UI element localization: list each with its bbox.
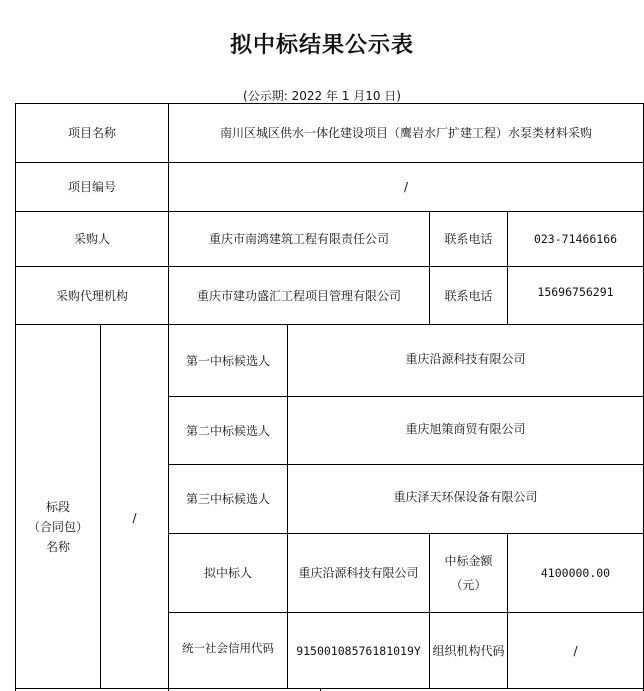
- section-label-line1: 标段: [45, 499, 70, 514]
- section-label-line3: 名称: [45, 539, 70, 554]
- amount-label-line1: 中标金额: [444, 554, 493, 568]
- winner-value: 重庆沿源科技有限公司: [298, 566, 419, 580]
- publicity-period: (公示期: 2022 年 1 月10 日): [243, 89, 401, 103]
- section-label: [16, 325, 100, 688]
- section-value-text: /: [132, 510, 137, 525]
- amount-value: 4100000.00: [540, 566, 611, 580]
- amount-label: [430, 534, 507, 612]
- project-name-label: 项目名称: [67, 126, 116, 140]
- credit-code-label: 统一社会信用代码: [182, 641, 274, 655]
- purchaser-phone-value: 023-71466166: [533, 232, 618, 246]
- candidate2-label: 第二中标候选人: [185, 423, 270, 438]
- project-number-value: /: [403, 180, 409, 194]
- agency-label: 采购代理机构: [55, 288, 128, 303]
- section-value: [101, 325, 168, 688]
- amount-label-line2: （元）: [450, 578, 487, 592]
- agency-phone-label: 联系电话: [444, 288, 493, 303]
- page-title: 拟中标结果公示表: [229, 33, 414, 58]
- purchaser-value: 重庆市南鸿建筑工程有限责任公司: [208, 232, 389, 246]
- org-code-label: 组织机构代码: [432, 643, 505, 658]
- candidate3-value: 重庆泽天环保设备有限公司: [393, 490, 538, 504]
- candidate2-value: 重庆旭策商贸有限公司: [405, 422, 526, 436]
- credit-code-value: 91500108576181019Y: [296, 643, 421, 658]
- project-name-value: 南川区城区供水一体化建设项目（鹰岩水厂扩建工程）水泵类材料采购: [219, 126, 592, 140]
- candidate1-label: 第一中标候选人: [185, 353, 270, 368]
- winner-label: 拟中标人: [203, 566, 252, 580]
- section-label-line2: （合同包）: [27, 519, 88, 534]
- candidate3-label: 第三中标候选人: [185, 492, 270, 506]
- purchaser-label: 采购人: [73, 232, 110, 246]
- project-number-label: 项目编号: [67, 180, 116, 194]
- org-code-value: /: [573, 643, 578, 658]
- agency-phone-value: 15696756291: [537, 285, 614, 299]
- purchaser-phone-label: 联系电话: [444, 232, 493, 246]
- candidate1-value: 重庆沿源科技有限公司: [405, 352, 526, 366]
- agency-value: 重庆市建功盛汇工程项目管理有限公司: [196, 288, 401, 303]
